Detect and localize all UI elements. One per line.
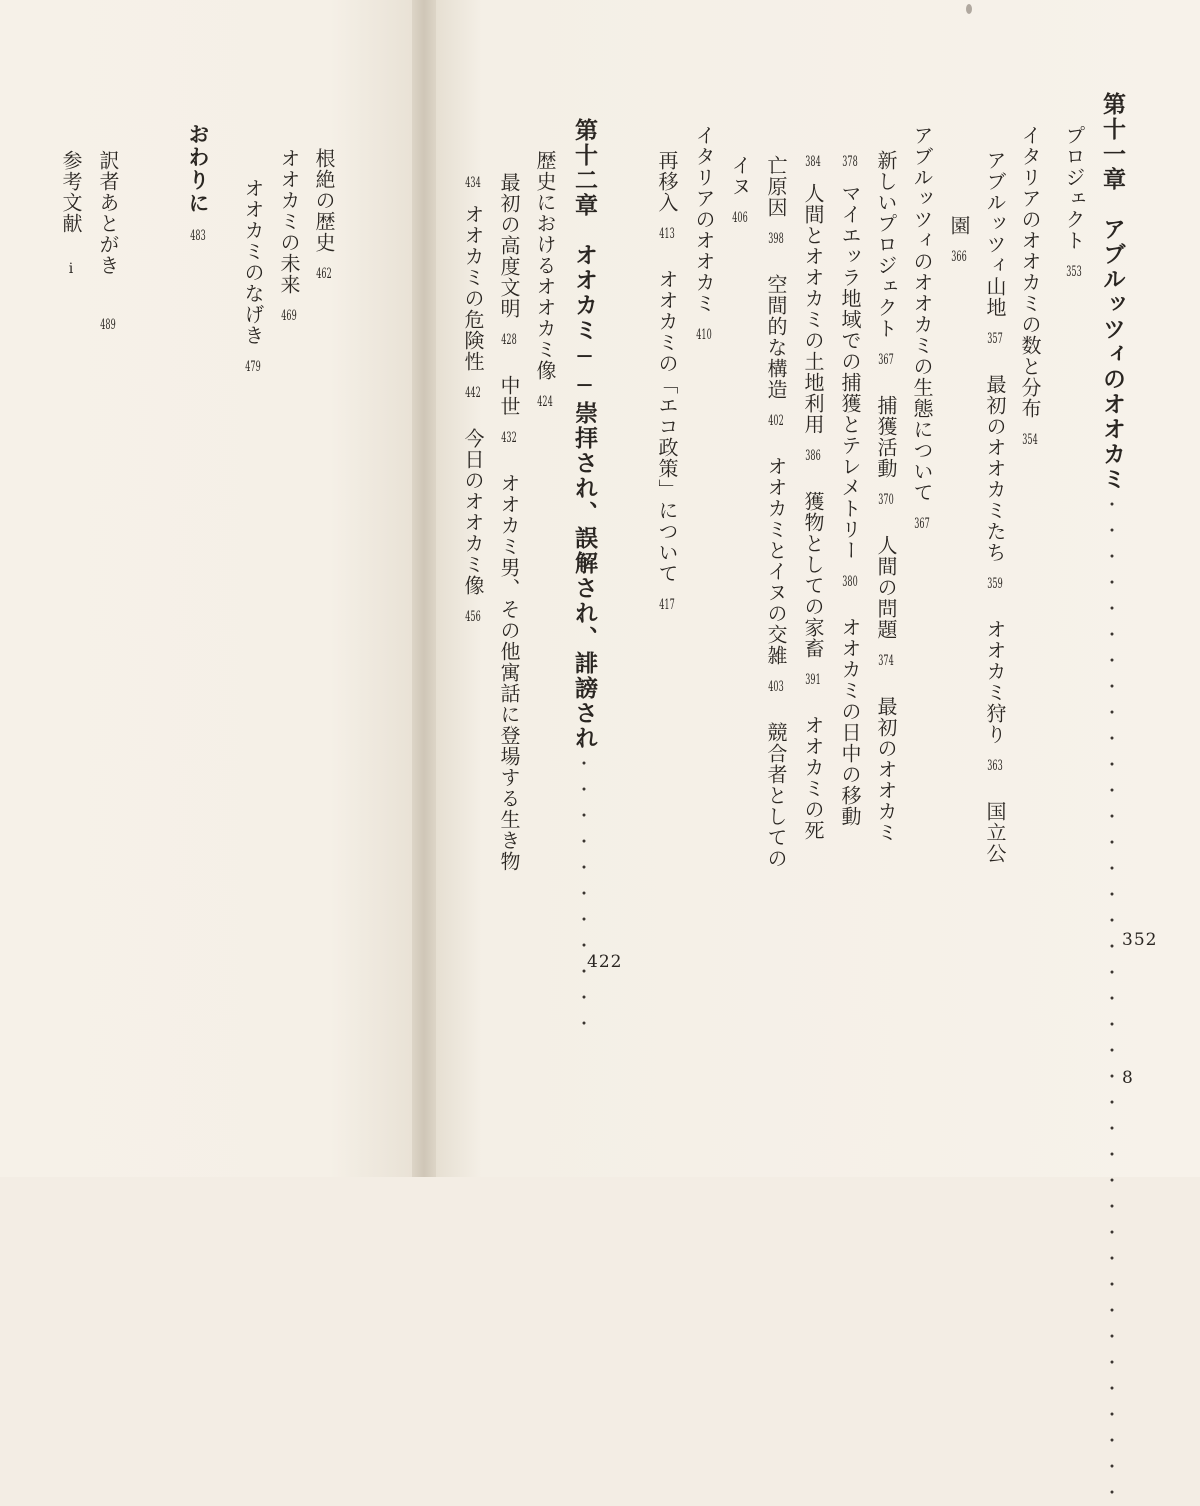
toc-page: 432 xyxy=(501,431,517,445)
chapter-11-page: 352 xyxy=(1122,930,1158,950)
toc-page: 367 xyxy=(914,517,930,531)
toc-line xyxy=(840,155,860,827)
toc-entry: イタリアのオオカミの数と分布 xyxy=(1018,125,1042,419)
toc-page: 434 xyxy=(465,176,481,190)
toc-page: 370 xyxy=(878,493,894,507)
toc-entry: 根絶の歴史 xyxy=(312,148,336,253)
toc-entry: 訳者あとがき xyxy=(96,150,120,276)
chapter-11-title: 第十一章 アブルッツィのオオカミ xyxy=(1099,92,1126,492)
toc-entry: 歴史におけるオオカミ像 xyxy=(533,150,557,381)
toc-entry: イタリアのオオカミ xyxy=(692,125,716,314)
toc-entry: 最初の高度文明 xyxy=(497,172,521,319)
toc-line xyxy=(1064,125,1084,279)
toc-line xyxy=(803,155,823,841)
toc-page: 442 xyxy=(465,386,481,400)
toc-page: 424 xyxy=(537,395,553,409)
toc-page: 489 xyxy=(100,318,116,332)
toc-entry: 参考文献 xyxy=(59,150,83,234)
toc-page: 413 xyxy=(659,227,675,241)
toc-entry: オオカミ狩り xyxy=(983,619,1007,745)
toc-page: i xyxy=(68,262,74,276)
toc-entry: 今日のオオカミ像 xyxy=(461,428,485,596)
toc-line xyxy=(535,150,555,409)
chapter-12-page: 422 xyxy=(587,952,623,972)
chapter-12-title: 第十二章 オオカミ──崇拝され、誤解され、誹謗され xyxy=(571,118,598,751)
toc-entry: 最初のオオカミたち xyxy=(983,374,1007,563)
toc-line xyxy=(98,150,118,332)
toc-entry: オオカミの「エコ政策」について xyxy=(655,269,679,584)
toc-line xyxy=(912,125,932,531)
toc-page: 402 xyxy=(768,414,784,428)
toc-entry: おわりに xyxy=(186,123,211,215)
toc-page: 391 xyxy=(805,673,821,687)
paper-stain xyxy=(966,4,972,14)
toc-entry: マイエッラ地域での捕獲とテレメトリー xyxy=(838,183,862,561)
toc-entry: 中世 xyxy=(497,375,521,417)
toc-page: 417 xyxy=(659,598,675,612)
toc-page: 462 xyxy=(316,267,332,281)
toc-entry: 人間の問題 xyxy=(874,535,898,640)
toc-page: 359 xyxy=(987,577,1003,591)
toc-line xyxy=(949,215,969,264)
toc-entry: アブルッツィ山地 xyxy=(983,150,1007,318)
toc-page: 366 xyxy=(951,250,967,264)
toc-page: 374 xyxy=(878,654,894,668)
toc-page: 456 xyxy=(465,610,481,624)
toc-entry: オオカミの日中の移動 xyxy=(838,617,862,827)
toc-entry: 園 xyxy=(947,215,971,236)
toc-entry: オオカミとイヌの交雑 xyxy=(764,456,788,666)
toc-line xyxy=(694,125,714,342)
toc-entry: オオカミのなげき xyxy=(241,178,265,346)
toc-line xyxy=(243,178,263,374)
toc-page: 386 xyxy=(805,449,821,463)
toc-entry: 捕獲活動 xyxy=(874,395,898,479)
chapter-11-heading xyxy=(1100,92,1124,1506)
toc-line xyxy=(1020,125,1040,447)
toc-page: 357 xyxy=(987,332,1003,346)
toc-page: 483 xyxy=(190,229,206,243)
toc-line xyxy=(657,150,677,612)
toc-page: 403 xyxy=(768,680,784,694)
toc-line xyxy=(499,172,519,872)
toc-page: 469 xyxy=(281,309,297,323)
toc-page: 363 xyxy=(987,759,1003,773)
leader-dots: ······································· xyxy=(1099,492,1125,1506)
toc-page: 384 xyxy=(805,155,821,169)
toc-line xyxy=(279,148,299,323)
toc-page: 353 xyxy=(1066,265,1082,279)
toc-page: 354 xyxy=(1022,433,1038,447)
toc-entry: イヌ xyxy=(728,155,752,197)
toc-entry: 人間とオオカミの土地利用 xyxy=(801,183,825,435)
toc-line xyxy=(61,150,81,276)
toc-entry: 空間的な構造 xyxy=(764,274,788,400)
toc-line xyxy=(985,150,1005,864)
toc-page: 479 xyxy=(245,360,261,374)
chapter-12-heading xyxy=(572,118,596,1037)
toc-entry: 新しいプロジェクト xyxy=(874,150,898,339)
toc-page: 380 xyxy=(842,575,858,589)
toc-page: 367 xyxy=(878,353,894,367)
toc-entry: アブルッツィのオオカミの生態について xyxy=(910,125,934,503)
toc-page: 428 xyxy=(501,333,517,347)
toc-entry: プロジェクト xyxy=(1062,125,1086,251)
toc-page: 410 xyxy=(696,328,712,342)
leader-dots: ··········· xyxy=(571,751,597,1037)
toc-line xyxy=(766,155,786,869)
toc-entry: 亡原因 xyxy=(764,155,788,218)
toc-page: 378 xyxy=(842,155,858,169)
toc-entry: 最初のオオカミ xyxy=(874,696,898,843)
toc-line xyxy=(876,150,896,843)
toc-entry: 再移入 xyxy=(655,150,679,213)
toc-line xyxy=(730,155,750,225)
toc-entry: オオカミの危険性 xyxy=(461,204,485,372)
toc-entry: オオカミの未来 xyxy=(277,148,301,295)
toc-entry: オオカミ男、その他寓話に登場する生き物 xyxy=(497,473,521,872)
toc-line xyxy=(314,148,334,281)
toc-page: 406 xyxy=(732,211,748,225)
toc-entry: オオカミの死 xyxy=(801,715,825,841)
toc-entry: 獲物としての家畜 xyxy=(801,491,825,659)
toc-entry: 競合者としての xyxy=(764,722,788,869)
toc-line-owari xyxy=(188,123,209,243)
toc-line xyxy=(463,176,483,624)
book-gutter xyxy=(412,0,436,1177)
toc-entry: 国立公 xyxy=(983,801,1007,864)
page-number: 8 xyxy=(1122,1068,1133,1088)
toc-page: 398 xyxy=(768,232,784,246)
